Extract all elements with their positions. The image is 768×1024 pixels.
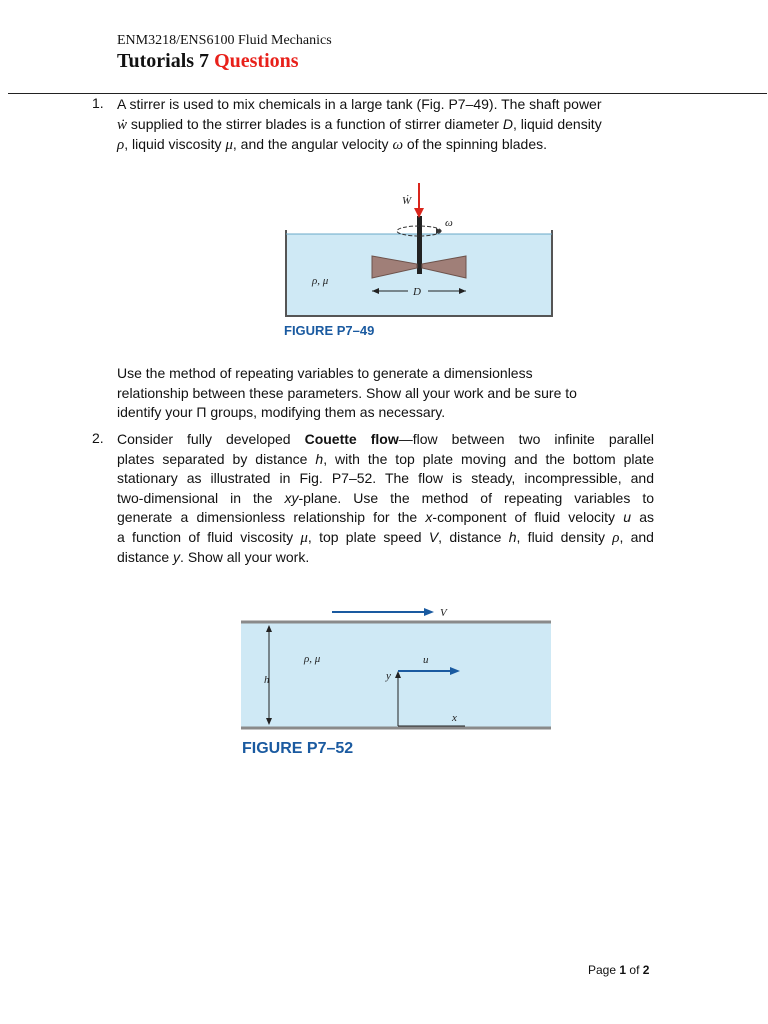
q2-line2: [117, 450, 654, 470]
velocity-V-arrowhead: [424, 608, 434, 616]
q2-l1a: Consider fully developed: [117, 431, 305, 447]
label-y: y: [386, 670, 391, 682]
q1-number: 1.: [92, 95, 104, 111]
q2-line4: [117, 489, 654, 509]
q1-line2-text: supplied to the stirrer blades is a function of stirrer diameter: [127, 115, 503, 132]
q2-l6V: V: [428, 528, 439, 545]
q2-line3: stationary as illustrated in Fig. P7–52. The flow is steady, incompressible, and: [117, 470, 654, 486]
q1-rho: ρ: [117, 137, 125, 153]
q1-wdot: ẇ: [117, 116, 128, 133]
figure2-caption: FIGURE P7–52: [242, 740, 354, 757]
q1-line3b-text: , and the angular velocity: [232, 136, 393, 152]
title-text: Tutorials 7: [117, 50, 210, 72]
q2-l1c: —flow between two infinite parallel: [398, 431, 654, 447]
footer-page-total: 2: [642, 963, 650, 977]
label-W: Ẇ: [402, 195, 412, 207]
q2-l6h: h: [508, 528, 517, 545]
q1-line1: A stirrer is used to mix chemicals in a large tank (Fig. P7–49). The shaft power: [117, 96, 602, 112]
power-arrowhead: [414, 208, 424, 218]
q2-l7a: distance: [117, 549, 174, 565]
q1-instructions: [117, 364, 654, 423]
q2-l6d: , fluid density: [516, 528, 613, 545]
page-title: [117, 50, 299, 73]
q2-text: [117, 430, 654, 568]
q2-l5c: as: [631, 509, 654, 525]
q2-line1: [117, 430, 654, 450]
stirrer-shaft: [417, 216, 422, 274]
q1-omega: ω: [392, 137, 404, 153]
label-h: h: [264, 674, 270, 686]
label-rho-mu: ρ, μ: [312, 275, 329, 287]
q2-l6mu: μ: [300, 529, 308, 546]
q2-l4a: two-dimensional in the: [117, 489, 285, 506]
figure-p7-52: [240, 600, 552, 740]
q2-line5: [117, 508, 654, 528]
q1-after2: relationship between these parameters. Show all your work and be sure to: [117, 384, 577, 401]
footer-page-number: 1: [619, 963, 627, 977]
q2-line6: [117, 528, 654, 549]
q1-line3: [117, 135, 654, 156]
q2-l5b: -component of fluid velocity: [432, 509, 624, 525]
page-footer: [588, 963, 649, 977]
q2-l7y: y: [173, 549, 181, 565]
q2-l6e: , and: [619, 528, 654, 545]
q2-line7: [117, 548, 654, 568]
q2-l6rho: ρ: [612, 529, 620, 546]
q2-l2h: h: [315, 450, 324, 467]
footer-of-word: of: [629, 963, 640, 977]
q2-l6b: , top plate speed: [307, 528, 429, 545]
q1-after3: identify your Π groups, modifying them as necessary.: [117, 404, 446, 420]
label-D: D: [413, 286, 421, 298]
q2-l6c: , distance: [438, 528, 509, 545]
header-divider: [8, 93, 767, 94]
course-code: ENM3218/ENS6100 Fluid Mechanics: [117, 33, 332, 48]
q1-line3-end: of the spinning blades.: [403, 136, 548, 152]
q1-text: [117, 95, 654, 156]
q2-number: 2.: [92, 430, 104, 446]
couette-flow-term: Couette flow: [304, 431, 399, 447]
q1-line2-end: , liquid density: [512, 115, 602, 132]
figure1-caption: FIGURE P7–49: [284, 323, 375, 338]
q2-l7b: . Show all your work.: [180, 549, 310, 565]
label-u: u: [423, 654, 429, 666]
q2-l5u: u: [623, 509, 631, 525]
footer-page-word: Page: [588, 963, 617, 977]
q2-l2b: , with the top plate moving and the bottom plate: [323, 450, 654, 467]
label-x: x: [452, 712, 457, 724]
q1-line2: [117, 115, 654, 136]
q1-D: D: [502, 115, 513, 132]
q1-after1: Use the method of repeating variables to generate a dimensionless: [117, 365, 533, 381]
q2-l5x: x: [425, 509, 433, 525]
q2-l2a: plates separated by distance: [117, 450, 316, 467]
label-rho-mu-2: ρ, μ: [304, 653, 321, 665]
q2-l4b: -plane. Use the method of repeating variables to: [298, 489, 654, 506]
channel-fluid: [241, 622, 551, 728]
label-V: V: [440, 607, 447, 619]
q1-line3-text: , liquid viscosity: [124, 136, 226, 152]
q2-l4xy: xy: [284, 489, 299, 506]
title-questions: Questions: [214, 50, 299, 72]
label-omega: ω: [445, 217, 453, 229]
q2-l5a: generate a dimensionless relationship for the: [117, 509, 426, 525]
q2-l6a: a function of fluid viscosity: [117, 528, 301, 545]
q1-mu: μ: [225, 137, 233, 153]
